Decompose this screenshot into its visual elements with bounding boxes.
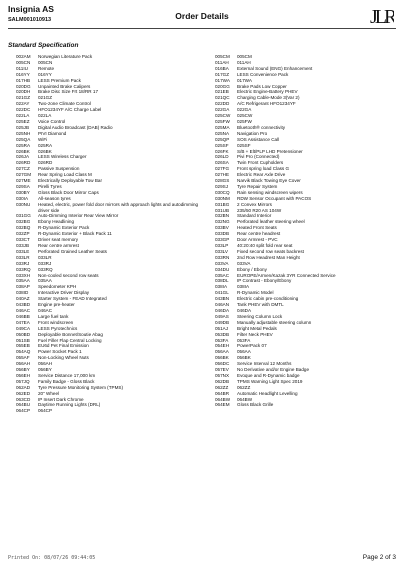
spec-code: 030NU [16,201,31,207]
spec-code: 046BB [16,313,30,319]
spec-description: S/B + Elt/PLP LHD Pretensioner [237,148,303,154]
spec-code: 057EV [215,367,229,373]
spec-description: Rear centre headrest [237,231,281,237]
spec-code: 033VA [215,260,229,266]
spec-code: 050BD [16,331,31,337]
spec-code: 017HB [16,77,31,83]
spec-description: 035AA [38,278,52,284]
spec-code: 022GA [215,107,230,113]
spec-description: Perforated Grained Leather Seats [38,248,107,254]
spec-description: IP Insert Dark Chrome [38,396,84,402]
spec-code: 057NX [215,372,230,378]
jlr-logo-icon [368,4,394,26]
spec-description: Charging Cable-Mode 3(Var 2) [237,95,300,101]
spec-description: Driver seat memory [38,237,79,243]
spec-code: 025NH [16,130,31,136]
spec-code: 032BN [215,213,230,219]
spec-description: 235/50 R20 AS 104W [237,207,282,213]
spec-code: 033LV [215,248,228,254]
spec-code: 022LA [16,113,30,119]
spec-description: 056AH [38,361,53,367]
spec-code: 016YY [16,71,30,77]
spec-code: 049DB [215,319,230,325]
spec-code: 026FK [215,148,229,154]
spec-code: 033LR [16,254,30,260]
spec-description: PIVI Diamond [38,130,67,136]
spec-code: 027ME [16,178,31,184]
spec-description: 017WA [237,77,252,83]
spec-code: 064BW [215,396,231,402]
spec-description: 062ZZ [237,384,251,390]
spec-description: Electrically Deployable Tow Bar [38,178,102,184]
spec-description: Pirelli Tyres [38,183,62,189]
spec-description: WiFi [38,136,48,142]
spec-description: Starter System - FEAD Integrated [38,296,107,302]
spec-description: R-Dynamic Exterior Pack [38,225,90,231]
spec-code: 056AA [215,349,229,355]
spec-code: 062ZZ [215,384,229,390]
spec-code: 027GM [16,172,32,178]
spec-description: 053FA [237,337,251,343]
spec-code: 056DC [215,361,230,367]
spec-code: 043BN [215,296,230,302]
spec-description: Tyre Repair System [237,183,278,189]
spec-code: 022AY [16,101,30,107]
spec-description: 033LR [38,254,52,260]
spec-description: 056AA [237,349,251,355]
section-title: Standard Specification [8,42,79,49]
spec-code: 038ID [16,290,29,296]
spec-description: Bluetooth® connectivity [237,124,286,130]
spec-code: 047EA [16,319,30,325]
spec-description: Twin Front Cupholders [237,160,284,166]
spec-code: 033JB [16,243,30,248]
spec-code: 025NA [215,130,230,136]
spec-description: Pivi Pro (Connected) [237,154,280,160]
spec-description: Interactive Driver Display [38,290,90,296]
spec-code: 016BA [215,65,229,71]
page-title: Order Details [175,11,229,21]
spec-description: 2 Convex Mirrors [237,201,272,207]
spec-description: Tank PHEV with DMTL [237,302,284,308]
spec-description: No Derivative and/or Engine Badge [237,367,310,373]
spec-description: IP Contrast - Ebony/Ebony [237,278,292,284]
spec-code: 038DL [215,278,229,284]
spec-description: 033RQ [38,266,53,272]
spec-code: 062ED [16,390,31,396]
spec-code: 025QP [215,136,230,142]
spec-code: 064BU [16,402,31,408]
spec-code: 032BG [16,219,31,225]
document-header [8,4,396,30]
spec-code: 056BK [215,355,229,361]
spec-description: Fuel Filler Flap Central Locking [38,337,102,343]
spec-description: 021GZ [38,95,53,101]
spec-code: 063CD [16,396,31,402]
spec-description: Family Badge - Gloss Black [38,378,95,384]
spec-description: Unpainted Brake Calipers [38,83,91,89]
spec-description: Door Armrest - PVC [237,237,278,243]
spec-code: 025FW [215,118,230,124]
spec-description: Non-Locking Wheel Nuts [38,355,89,361]
spec-description: Deployable Bonnet/Soutie Abag [38,331,103,337]
spec-description: 022LA [38,113,52,119]
spec-description: 005CM [237,54,252,59]
spec-code: 025JB [16,124,30,130]
spec-description: LESS Wireless Charger [38,154,87,160]
page-number: Page 2 of 3 [362,554,396,561]
spec-description: All-season tyres [38,195,71,201]
spec-description: Rain sensing windscreen wipers [237,189,303,195]
spec-description: Large fuel tank [38,313,69,319]
spec-code: 030CQ [215,189,230,195]
spec-code: 033CT [16,237,30,243]
spec-code: 026JA [16,154,30,160]
spec-code: 020DH [16,89,31,95]
spec-code: 043BD [16,302,31,308]
spec-code: 005CM [215,54,230,59]
spec-row [16,202,208,214]
spec-code: 055EB [16,343,30,349]
spec-code: 046AN [215,302,230,308]
spec-description: R-Dynamic Exterior + Black Pack 11 [38,231,112,237]
spec-code: 005CN [16,59,31,65]
spec-code: 025QA [16,136,31,142]
spec-code: 029SA [16,183,30,189]
spec-code: 021QC [215,95,230,101]
spec-code: 030IA [16,195,29,201]
spec-description: 011AH [237,59,251,65]
spec-description: Navigation Pro [237,130,268,136]
spec-description: 016YY [38,71,52,77]
spec-code: 027FG [215,166,230,172]
spec-code: 030NM [215,195,230,201]
spec-code: 033LE [16,248,30,254]
spec-description: Power Socket Pack 1 [38,349,82,355]
spec-description: Narvik Black Towing Eye Cover [237,178,301,184]
spec-code: 055AF [16,355,30,361]
spec-code: 056EH [16,372,31,378]
spec-description: 033VA [237,260,251,266]
spec-description: Evoque and R-Dynamic badge [237,372,300,378]
spec-description: Ebony Headlining [38,219,75,225]
spec-description: Speedometer KPH [38,284,77,290]
spec-description: TPMS Warning Light Spec 2019 [237,378,303,384]
spec-code: 026BK [16,148,30,154]
spec-code: 035AA [16,278,30,284]
spec-code: 034DU [215,266,230,272]
spec-description: EU6d Pet Final Emission [38,343,89,349]
spec-description: 046AC [38,307,53,313]
spec-description: Two-zone Climate Control [38,101,91,107]
spec-description: Brake Pads Low Copper [237,83,287,89]
spec-description: 026RD [38,160,53,166]
spec-list-left [16,54,208,414]
spec-code: 026RD [16,160,31,166]
spec-code: 064BR [215,390,230,396]
spec-code: 022DC [16,107,31,113]
company-name: Insignia AS [8,4,54,14]
spec-description: HFO1234YF A/C Charge Label [38,107,102,113]
spec-code: 021EB [215,89,229,95]
spec-code: 051SB [16,337,30,343]
spec-description: Auto-Dimming Interior Rear View Mirror [38,213,119,219]
spec-description: Ebony / Ebony [237,266,267,272]
spec-description: 005CN [38,59,53,65]
spec-description: 40:20:40 split fold rear seat [237,243,293,248]
spec-description: Bright Metal Pedals [237,325,277,331]
spec-description: Heated Front Seats [237,225,277,231]
spec-code: 056BY [16,367,30,373]
logo-text: JLR [370,6,394,26]
spec-description: 025SF [237,142,251,148]
spec-description: Engine pre-heater [38,302,75,308]
spec-row [16,408,208,414]
spec-description: 026BK [38,148,52,154]
spec-code: 011IU [16,65,28,71]
spec-code: 033LP [215,243,229,248]
spec-description: Gloss Black Door Mirror Caps [38,189,99,195]
spec-description: 056BY [38,367,52,373]
spec-code: 027HE [215,172,230,178]
spec-description: Gloss Black Grille [237,402,274,408]
spec-code: 021GZ [16,95,31,101]
spec-description: Digital Audio Broadcast (DAB) Radio [38,124,113,130]
spec-description: 20" Wheel [38,390,60,396]
spec-code: 049CA [16,325,31,331]
spec-code: 033DB [215,231,230,237]
spec-code: 033RQ [16,266,31,272]
spec-description: Filter Neck PHEV [237,331,273,337]
spec-description: 046DA [237,307,252,313]
spec-description: Front spring load Class G [237,166,290,172]
spec-code: 054AQ [16,349,31,355]
spec-code: 028GS [215,178,230,184]
spec-description: Brake Disc Size Frt 18/RR 17 [38,89,98,95]
spec-description: PowerPack 07 [237,343,267,349]
spec-code: 031GG [16,213,31,219]
spec-code: 062DB [215,378,230,384]
spec-description: 025CW [237,113,253,119]
spec-code: 064EM [215,402,230,408]
spec-code: 056AH [16,361,31,367]
spec-code: 035AC [215,272,230,278]
spec-code: 033RJ [16,260,30,266]
printed-on-text: Printed On: 08/07/26 09:44:05 [8,555,96,561]
spec-code: 025CW [215,113,231,119]
spec-code: 057JQ [16,378,30,384]
spec-description: Electric Rear Axle Drive [237,172,286,178]
spec-description: LESS Premium Pack [38,77,81,83]
spec-code: 041GL [215,290,229,296]
spec-code: 026LD [215,154,229,160]
spec-row [215,402,404,408]
spec-description: RDW Sensor Occupant with PACOS [237,195,312,201]
spec-description: Perforated leather steering wheel [237,219,305,225]
spec-code: 022DD [215,101,230,107]
spec-code: 031UB [215,207,230,213]
document-footer [8,555,396,565]
spec-code: 032NG [215,219,230,225]
spec-description: 025RA [38,142,53,148]
spec-code: 033XH [16,272,31,278]
spec-description: Rear centre armrest [38,243,79,248]
spec-description: A/C Refrigerant HFO1234YF [237,101,296,107]
spec-list-right [215,54,404,408]
spec-code: 026SA [215,160,229,166]
spec-code: 020GG [215,83,230,89]
spec-description: Service Interval 12 Months [237,361,292,367]
spec-code: 053DB [215,331,230,337]
spec-code: 033GP [215,237,230,243]
spec-code: 032ZP [16,231,30,237]
spec-description: 2nd Row Headrest Man Height [237,254,300,260]
spec-description: Passive Suspension [38,166,80,172]
spec-description: Heated, electric, power fold door mirrors with approach lights and autodimming driver side [38,201,199,213]
spec-code: 033RN [215,254,230,260]
spec-code: 027CZ [16,166,30,172]
spec-code: 040AZ [16,296,30,302]
spec-code: 053FA [215,337,229,343]
spec-code: 046DA [215,307,230,313]
spec-code: 033BV [215,225,229,231]
spec-description: 064BW [237,396,253,402]
document-number: SALM001010913 [8,17,52,23]
spec-code: 020DG [16,83,31,89]
spec-code: 054EH [215,343,230,349]
spec-description: External Sound (ENG) Enhancement [237,65,313,71]
spec-description: 033RJ [38,260,52,266]
spec-description: Service Distance 17,000 km [38,372,96,378]
spec-description: Non-cooled second row seats [38,272,99,278]
spec-code: 032BQ [16,225,31,231]
spec-description: 022GA [237,107,252,113]
spec-code: 025MA [215,124,230,130]
spec-description: 025FW [237,118,252,124]
spec-code: 011AH [215,59,229,65]
spec-description: Electric Engine-Battery PHEV [237,89,298,95]
spec-code: 030BY [16,189,30,195]
spec-code: 049AS [215,313,229,319]
spec-description: Daytime Running Lights (DRL) [38,402,101,408]
spec-description: 038IA [237,284,250,290]
spec-description: Automatic Headlight Levelling [237,390,298,396]
spec-code: 025SF [215,142,229,148]
header-divider [8,28,396,29]
spec-description: Electric cabin pre-conditioning [237,296,299,302]
spec-description: Tyre Pressure Monitoring System (TPMS) [38,384,124,390]
spec-code: 051AJ [215,325,229,331]
spec-description: 064CP [38,408,53,414]
spec-description: Front windscreen [38,319,74,325]
spec-code: 002AM [16,54,31,59]
spec-description: Norwegian Literature Pack [38,54,93,59]
spec-code: 025EZ [16,118,30,124]
spec-description: Voice Control [38,118,66,124]
spec-description: Fixed second row seats backrest [237,248,304,254]
spec-code: 017WA [215,77,230,83]
spec-description: Remote [38,65,55,71]
spec-code: 038IA [215,284,228,290]
spec-code: 025RA [16,142,31,148]
spec-description: SOS Assistance Call [237,136,280,142]
spec-code: 062AD [16,384,31,390]
spec-code: 046AC [16,307,31,313]
spec-code: 064CP [16,408,31,414]
spec-description: R-Dynamic Model [237,290,274,296]
spec-description: EUROPE/Armen/Kazak 3YR Connected Service [237,272,336,278]
spec-description: Steering Column Lock [237,313,283,319]
spec-code: 038AP [16,284,30,290]
spec-description: LESS Pyrotechnics [38,325,78,331]
spec-code: 017GZ [215,71,230,77]
spec-description: LESS Convenience Pack [237,71,289,77]
spec-description: Rear Spring Load Class M [38,172,92,178]
spec-description: Standard Interior [237,213,272,219]
spec-description: 056BK [237,355,251,361]
spec-code: 029SJ [215,183,229,189]
spec-description: Manually adjustable steering column [237,319,312,325]
spec-code: 031BG [215,201,230,207]
